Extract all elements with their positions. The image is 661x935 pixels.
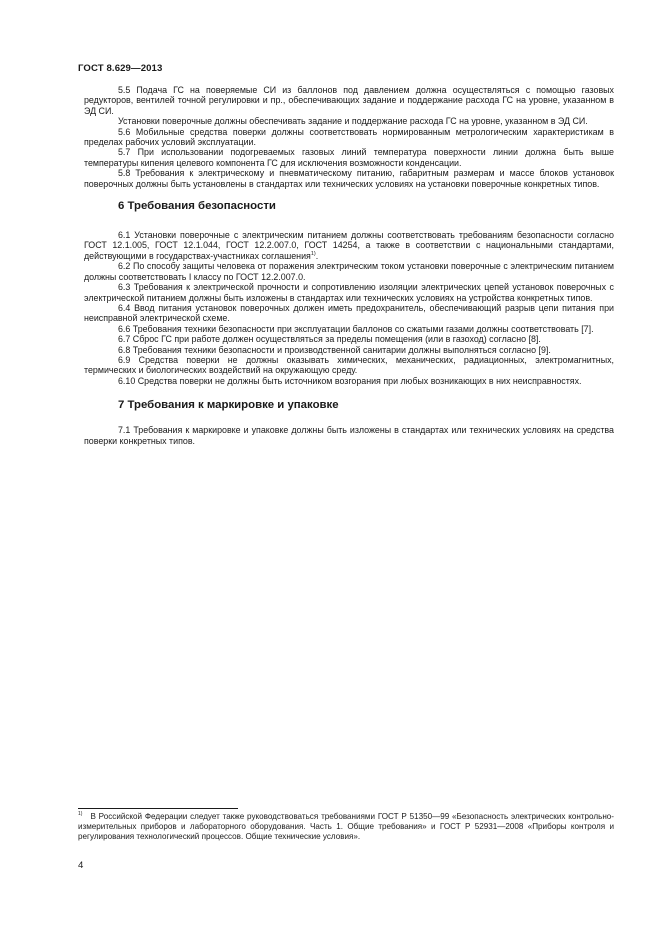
document-body — [84, 85, 614, 446]
footnote-divider — [78, 808, 238, 809]
paragraph-5-5-cont: Установки поверочные должны обеспечивать задание и поддержание расхода ГС на уровне, указанном в ЭД СИ. — [118, 116, 588, 127]
paragraph-6-1 — [84, 230, 614, 261]
paragraph-5-8: 5.8 Требования к электрическому и пневматическому питанию, габаритным размерам и массе блоков установок поверочных должны быть установлены в стандартах или технических условиях на установки поверочные конкретных типов. — [84, 168, 614, 189]
paragraph-6-4: 6.4 Ввод питания установок поверочных должен иметь предохранитель, обеспечивающий разрыв цепи питания при неисправной электрической схеме. — [84, 302, 614, 324]
paragraph-6-1-text: 6.1 Установки поверочные с электрическим питанием должны соответствовать требованиям безопасности согласно ГОСТ 12.1.005, ГОСТ 12.1.044, ГОСТ 12.2.007.0, ГОСТ 14254, а также в соответствии с национальными стандартами, действующими в государствах-участниках соглашения — [84, 230, 614, 261]
paragraph-6-2: 6.2 По способу защиты человека от поражения электрическим током установки поверочные с электрическим питанием должны соответствовать I классу по ГОСТ 12.2.007.0. — [84, 261, 614, 282]
paragraph-6-3: 6.3 Требования к электрической прочности и сопротивлению изоляции электрических цепей установок поверочных с электрической питанием должны быть изложены в стандартах или технических условиях на устройства конкретных типов. — [84, 282, 614, 303]
paragraph-7-1: 7.1 Требования к маркировке и упаковке должны быть изложены в стандартах или технических условиях на средства поверки конкретных типов. — [84, 425, 614, 446]
footnote — [78, 812, 614, 843]
section-7-heading: 7 Требования к маркировке и упаковке — [118, 399, 339, 412]
paragraph-5-5: 5.5 Подача ГС на поверяемые СИ из баллонов под давлением должна осуществляться с помощью газовых редукторов, вентилей точной регулировки и пр., обеспечивающих задание и поддержание расхода ГС на уровне, указанном в ЭД СИ. — [84, 85, 614, 116]
page-number: 4 — [78, 860, 84, 871]
paragraph-6-8: 6.8 Требования техники безопасности и производственной санитарии должны выполняться согласно [9]. — [118, 344, 551, 355]
footnote-reference: 1) — [310, 250, 316, 257]
paragraph-6-6: 6.6 Требования техники безопасности при эксплуатации баллонов со сжатыми газами должны соответствовать [7]. — [118, 323, 594, 334]
standard-header: ГОСТ 8.629—2013 — [78, 63, 163, 74]
paragraph-5-7: 5.7 При использовании подогреваемых газовых линий температура поверхности линии должна быть выше температуры кипения целевого компонента ГС для исключения возможности конденсации. — [84, 147, 614, 168]
footnote-marker: 1) — [78, 811, 83, 817]
paragraph-6-10: 6.10 Средства поверки не должны быть источником возгорания при любых возникающих в них неисправностях. — [118, 375, 582, 386]
paragraph-6-1-end: . — [315, 250, 319, 261]
footnote-text: В Российской Федерации следует также руководствоваться требованиями ГОСТ Р 51350—99 «Безопасность электрических контрольно-измерительных приборов и лабораторного оборудования. Часть 1. Общие требования» и ГОСТ Р 52931—2008 «Приборы контроля и регулирования технологический процессов. Общие технические условия». — [78, 812, 614, 842]
paragraph-5-6: 5.6 Мобильные средства поверки должны соответствовать нормированным метрологическим характеристикам в пределах рабочих условий эксплуатации. — [84, 126, 614, 148]
paragraph-6-7: 6.7 Сброс ГС при работе должен осуществляться за пределы помещения (или в газоход) согласно [8]. — [118, 334, 541, 345]
paragraph-6-9: 6.9 Средства поверки не должны оказывать химических, механических, радиационных, электромагнитных, термических и биологических воздействий на окружающую среду. — [84, 354, 614, 376]
section-6-heading: 6 Требования безопасности — [118, 200, 276, 213]
